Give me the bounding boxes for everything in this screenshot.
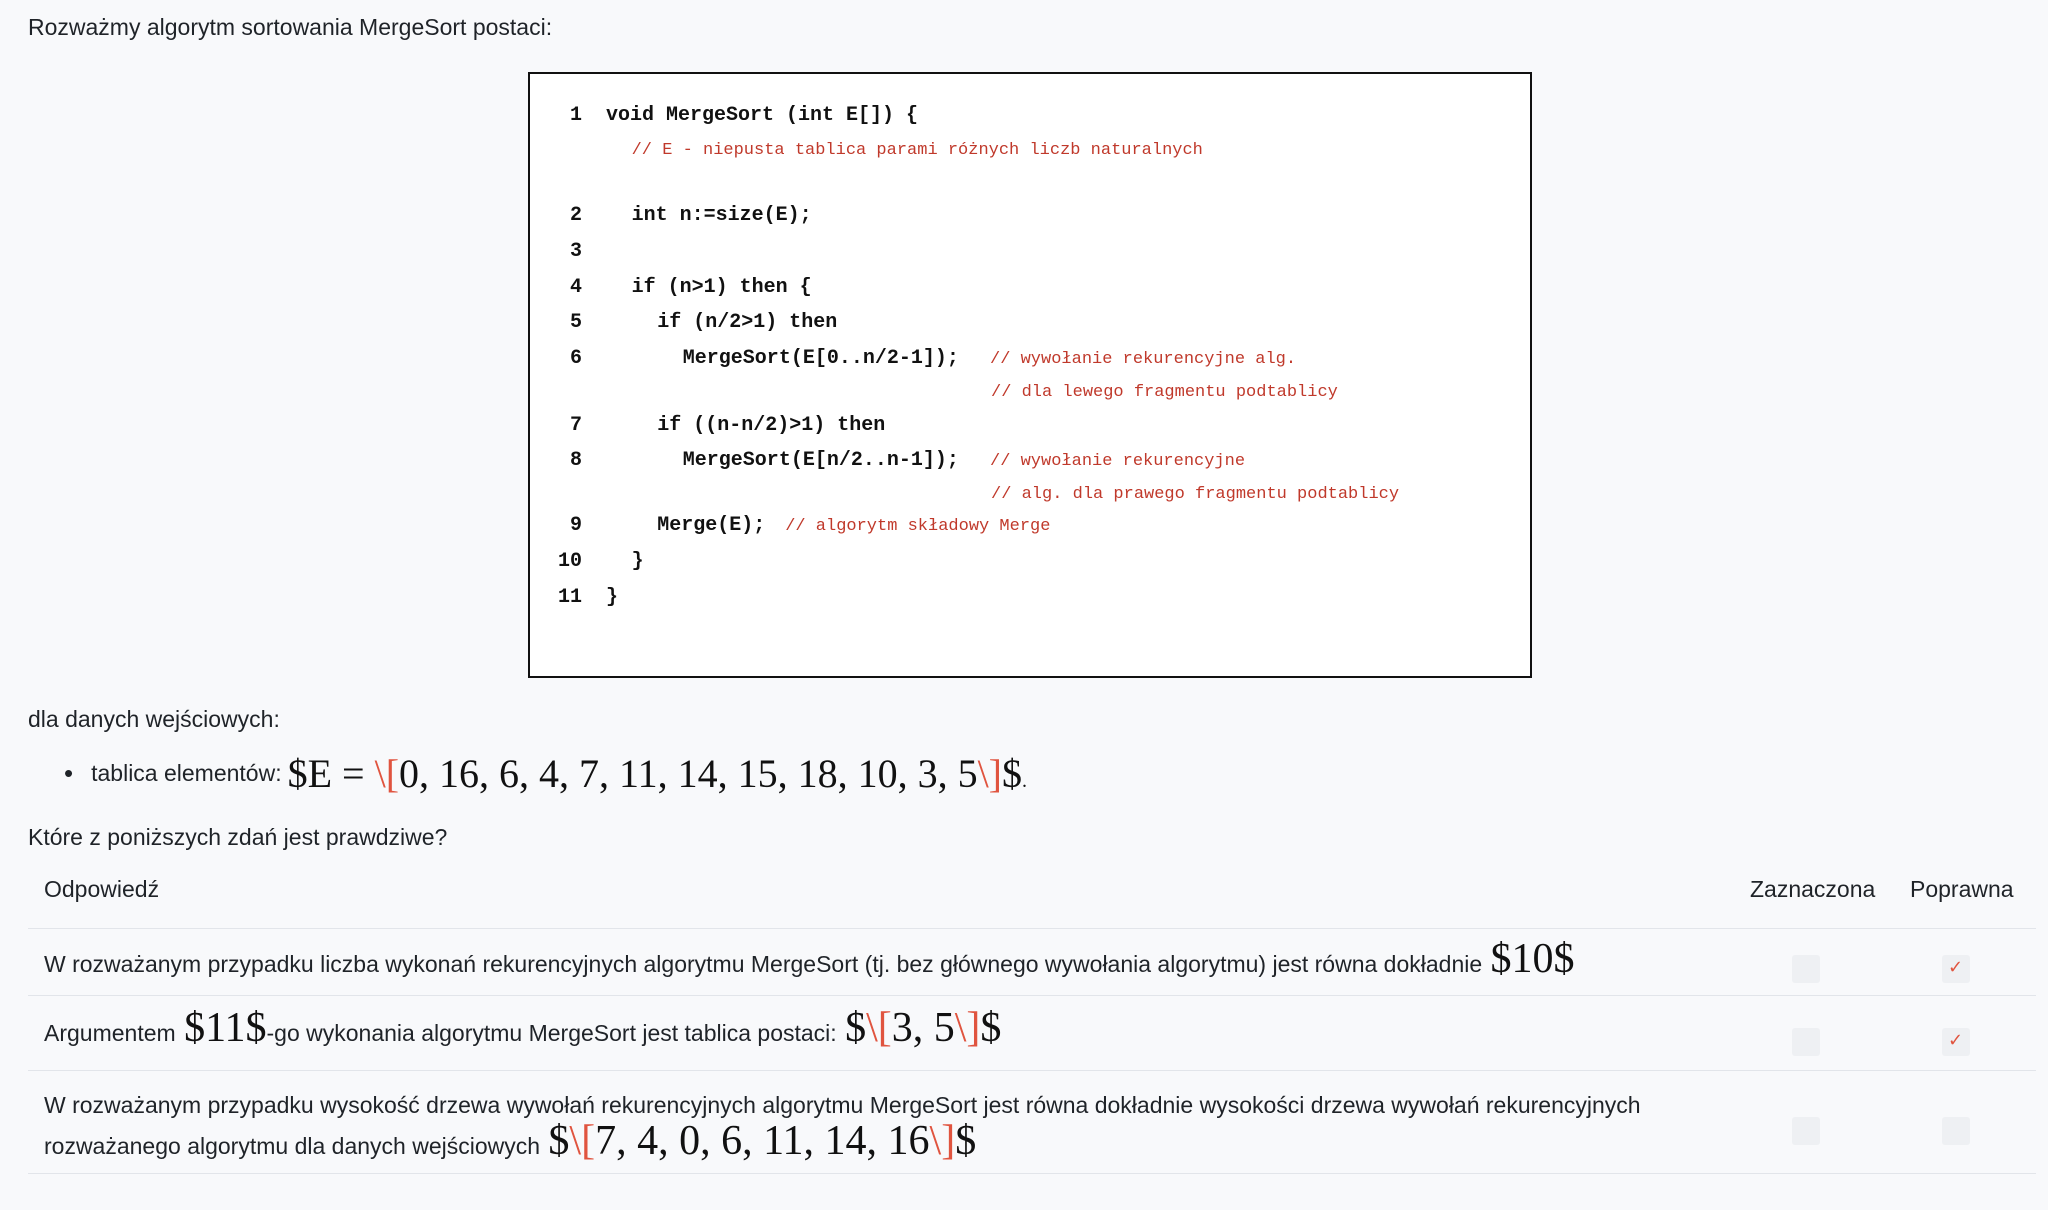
code-line bbox=[530, 414, 1530, 448]
code-line bbox=[530, 311, 1530, 345]
code-comment: // wywołanie rekurencyjne bbox=[990, 452, 1246, 471]
bracket-open: \[ bbox=[866, 1005, 892, 1051]
code-comment: // alg. dla prawego fragmentu podtablicy bbox=[991, 485, 1400, 504]
answer-array-math bbox=[845, 1005, 1001, 1051]
column-header-marked: Zaznaczona bbox=[1750, 876, 1876, 902]
bracket-close: \] bbox=[954, 1005, 981, 1051]
math-suffix: $ bbox=[980, 1005, 1002, 1051]
code-comment: // dla lewego fragmentu podtablicy bbox=[991, 383, 1338, 402]
math-prefix: $ bbox=[548, 1118, 570, 1164]
code-text: MergeSort(E[n/2..n-1]); bbox=[682, 449, 959, 472]
code-comment: // E - niepusta tablica parami różnych liczb naturalnych bbox=[631, 141, 1203, 160]
code-line bbox=[530, 276, 1530, 310]
trailing-dot: . bbox=[1022, 770, 1027, 792]
math-suffix: $ bbox=[955, 1118, 977, 1164]
code-comment: // wywołanie rekurencyjne alg. bbox=[990, 350, 1297, 369]
line-number: 5 bbox=[569, 311, 582, 334]
column-header-correct: Poprawna bbox=[1910, 876, 2014, 902]
input-label: dla danych wejściowych: bbox=[28, 706, 280, 732]
code-text: void MergeSort (int E[]) { bbox=[606, 104, 919, 127]
array-values: 3, 5 bbox=[891, 1005, 955, 1051]
bracket-close: \] bbox=[977, 751, 1002, 796]
math-suffix: $ bbox=[1002, 751, 1022, 796]
array-values: 7, 4, 0, 6, 11, 14, 16 bbox=[595, 1118, 930, 1164]
code-text: } bbox=[606, 586, 619, 609]
answer-math: $10$ bbox=[1490, 936, 1575, 982]
marked-checkbox[interactable] bbox=[1792, 1117, 1820, 1145]
line-number: 8 bbox=[569, 449, 582, 472]
input-array-bullet bbox=[64, 750, 1027, 797]
code-comment: // algorytm składowy Merge bbox=[785, 517, 1051, 536]
line-number: 3 bbox=[569, 240, 582, 263]
code-line bbox=[530, 240, 1530, 274]
marked-checkbox[interactable] bbox=[1792, 955, 1820, 983]
answer-row bbox=[28, 996, 2036, 1071]
bracket-open: \[ bbox=[569, 1118, 596, 1164]
answer-row bbox=[28, 929, 2036, 996]
code-text: Merge(E); bbox=[657, 514, 766, 537]
bullet-label: tablica elementów: bbox=[91, 760, 282, 786]
code-line bbox=[530, 550, 1530, 584]
line-number: 11 bbox=[557, 586, 582, 609]
line-number: 9 bbox=[569, 514, 582, 537]
column-header-answer: Odpowiedź bbox=[44, 876, 160, 902]
line-number: 6 bbox=[569, 347, 582, 370]
bracket-open: \[ bbox=[374, 751, 400, 796]
math-prefix: $ bbox=[845, 1005, 867, 1051]
code-text: } bbox=[631, 550, 644, 573]
answer-text bbox=[44, 936, 1724, 982]
code-line bbox=[530, 347, 1530, 381]
code-line bbox=[530, 514, 1530, 548]
code-line bbox=[530, 104, 1530, 138]
array-values: 0, 16, 6, 4, 7, 11, 14, 15, 18, 10, 3, 5 bbox=[399, 751, 978, 796]
line-number: 2 bbox=[569, 204, 582, 227]
bullet-dot: • bbox=[64, 758, 74, 788]
code-text: if ((n-n/2)>1) then bbox=[657, 414, 886, 437]
code-text: if (n>1) then { bbox=[631, 276, 812, 299]
answer-text-before: Argumentem bbox=[44, 1020, 176, 1046]
line-number: 10 bbox=[557, 550, 582, 573]
correct-checkbox[interactable] bbox=[1942, 1028, 1970, 1056]
math-prefix: $E = bbox=[287, 751, 375, 796]
answer-text bbox=[44, 1087, 1724, 1164]
intro-text: Rozważmy algorytm sortowania MergeSort postaci: bbox=[28, 14, 553, 40]
line-number: 4 bbox=[569, 276, 582, 299]
answer-array-math bbox=[548, 1118, 976, 1164]
code-line bbox=[530, 138, 1530, 172]
marked-checkbox[interactable] bbox=[1792, 1028, 1820, 1056]
check-icon: ✓ bbox=[1948, 957, 1964, 977]
code-line bbox=[530, 380, 1530, 414]
bracket-close: \] bbox=[929, 1118, 956, 1164]
answer-text-before: W rozważanym przypadku liczba wykonań rekurencyjnych algorytmu MergeSort (tj. bez głównego wywołania algorytmu) jest równa dokładnie bbox=[44, 951, 1483, 977]
check-icon: ✓ bbox=[1948, 1030, 1964, 1050]
input-array-math bbox=[288, 750, 1027, 797]
answers-table-header bbox=[28, 872, 2036, 929]
line-number: 7 bbox=[569, 414, 582, 437]
answer-math: $11$ bbox=[184, 1005, 267, 1051]
answer-row bbox=[28, 1071, 2036, 1174]
question-text: Które z poniższych zdań jest prawdziwe? bbox=[28, 824, 448, 850]
code-text: MergeSort(E[0..n/2-1]); bbox=[682, 347, 959, 370]
code-text: if (n/2>1) then bbox=[657, 311, 838, 334]
code-text: int n:=size(E); bbox=[631, 204, 812, 227]
line-number: 1 bbox=[569, 104, 582, 127]
answer-text-before: W rozważanym przypadku wysokość drzewa wywołań rekurencyjnych algorytmu MergeSort jest równa dokładnie wysokości drzewa wywołań rekurencyjnych rozważanego algorytmu dla danych wejściowych bbox=[44, 1092, 1641, 1159]
correct-checkbox[interactable] bbox=[1942, 955, 1970, 983]
answer-text bbox=[44, 1005, 1724, 1051]
answer-text-mid: -go wykonania algorytmu MergeSort jest tablica postaci: bbox=[266, 1020, 837, 1046]
code-line bbox=[530, 204, 1530, 238]
code-line bbox=[530, 482, 1530, 516]
code-line bbox=[530, 586, 1530, 620]
correct-checkbox[interactable] bbox=[1942, 1117, 1970, 1145]
code-line bbox=[530, 449, 1530, 483]
code-listing bbox=[528, 72, 1532, 678]
